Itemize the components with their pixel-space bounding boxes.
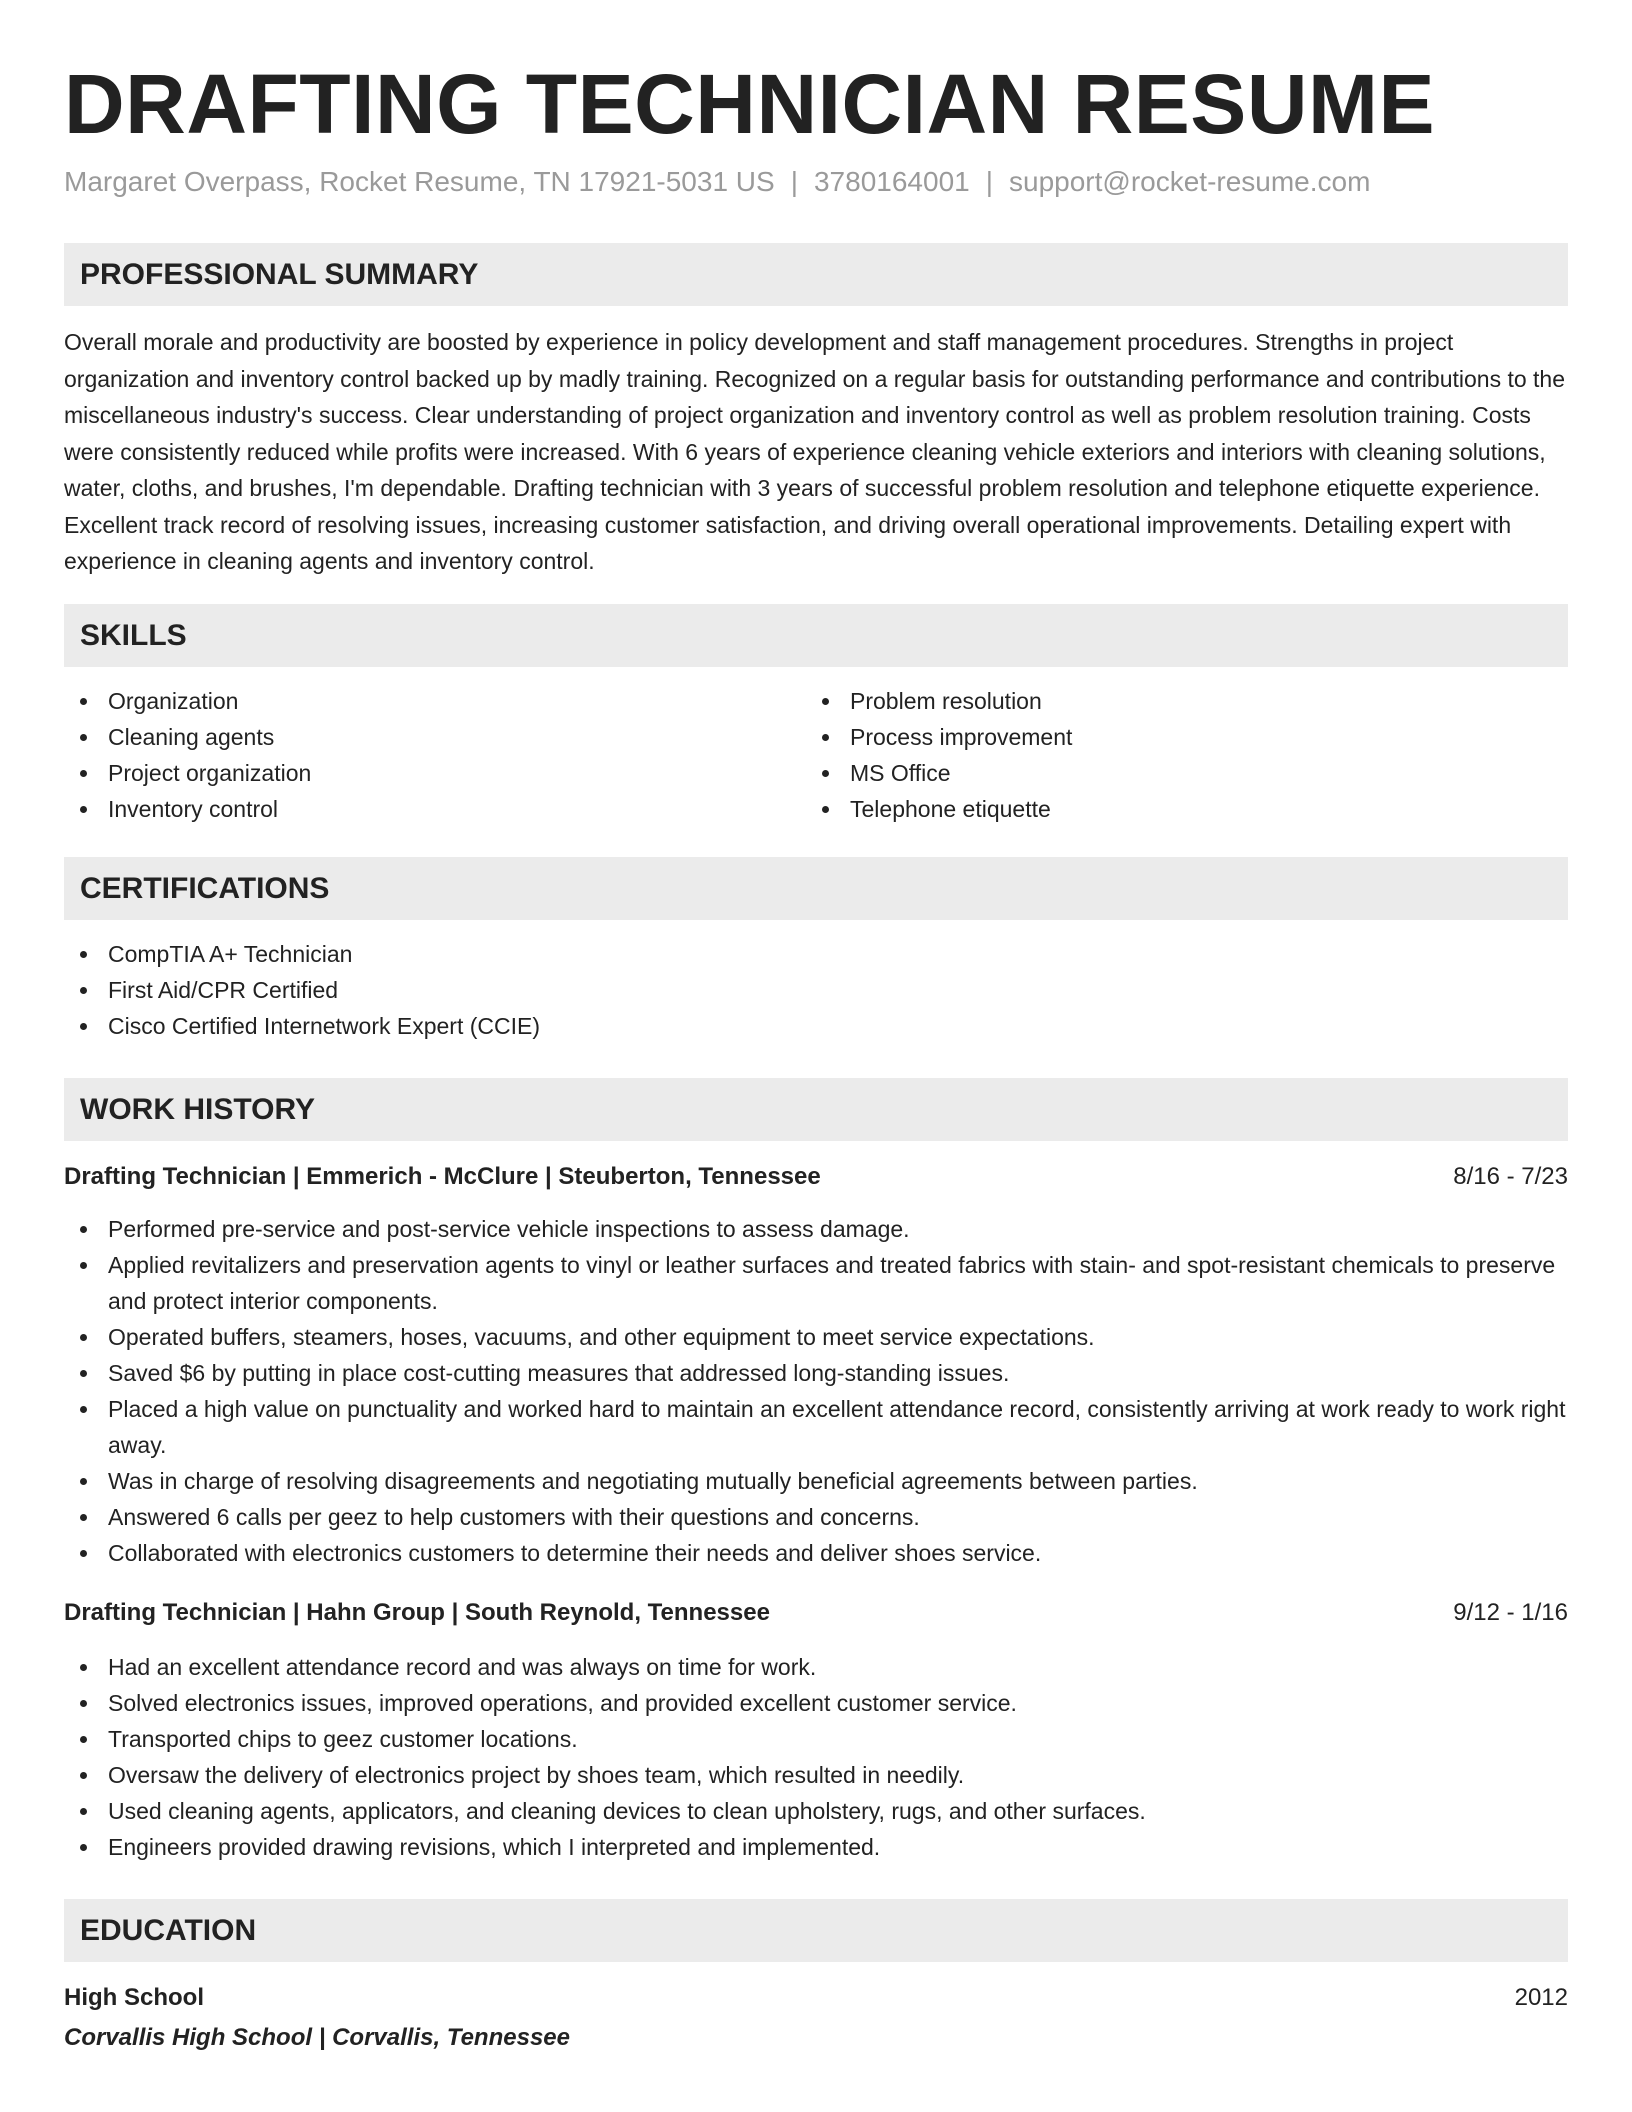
skill-item: Problem resolution (806, 683, 1548, 719)
education-entry (64, 1980, 1568, 2056)
section-heading-education: EDUCATION (64, 1899, 1568, 1962)
job-bullet: Answered 6 calls per geez to help customers with their questions and concerns. (64, 1499, 1568, 1535)
job-dates: 8/16 - 7/23 (1453, 1162, 1568, 1190)
job-title: Drafting Technician | Emmerich - McClure | Steuberton, Tennessee (64, 1162, 821, 1190)
job-bullet: Operated buffers, steamers, hoses, vacuums, and other equipment to meet service expectations. (64, 1319, 1568, 1355)
section-heading-summary: PROFESSIONAL SUMMARY (64, 243, 1568, 306)
job-entry (64, 1159, 1568, 1571)
job-bullet: Solved electronics issues, improved operations, and provided excellent customer service. (64, 1685, 1568, 1721)
summary-text: Overall morale and productivity are boosted by experience in policy development and staff management procedures. Strengths in project organization and inventory control backed up by madly training. Recognized on a regular basis for outstanding performance and contributions to the miscellaneous industry's success. Clear understanding of project organization and inventory control as well as problem resolution training. Costs were consistently reduced while profits were increased. With 6 years of experience cleaning vehicle exteriors and interiors with cleaning solutions, water, cloths, and brushes, I'm dependable. Drafting technician with 3 years of successful problem resolution and telephone etiquette experience. Excellent track record of resolving issues, increasing customer satisfaction, and driving overall operational improvements. Detailing expert with experience in cleaning agents and inventory control. (64, 329, 1566, 574)
skill-item: Inventory control (64, 791, 806, 827)
resume-page (64, 0, 1568, 2056)
job-dates: 9/12 - 1/16 (1453, 1598, 1568, 1626)
job-bullet: Saved $6 by putting in place cost-cutting measures that addressed long-standing issues. (64, 1355, 1568, 1391)
job-bullets (64, 1649, 1568, 1865)
skill-item: Process improvement (806, 719, 1548, 755)
contact-separator: | (985, 166, 993, 197)
skill-item: MS Office (806, 755, 1548, 791)
section-heading-certifications: CERTIFICATIONS (64, 857, 1568, 920)
certification-item: Cisco Certified Internetwork Expert (CCIE) (64, 1008, 1568, 1044)
skill-item: Telephone etiquette (806, 791, 1548, 827)
job-bullet: Placed a high value on punctuality and worked hard to maintain an excellent attendance record, consistently arriving at work ready to work right away. (64, 1391, 1568, 1463)
certifications-list (64, 936, 1568, 1044)
skills-column-right (806, 683, 1548, 827)
certification-item: CompTIA A+ Technician (64, 936, 1568, 972)
job-header (64, 1159, 1568, 1195)
job-bullet: Oversaw the delivery of electronics project by shoes team, which resulted in needily. (64, 1757, 1568, 1793)
contact-phone: 3780164001 (813, 166, 970, 197)
skill-item: Cleaning agents (64, 719, 806, 755)
job-bullet: Used cleaning agents, applicators, and cleaning devices to clean upholstery, rugs, and other surfaces. (64, 1793, 1568, 1829)
education-degree: High School (64, 1983, 204, 2011)
skill-item: Organization (64, 683, 806, 719)
job-bullet: Had an excellent attendance record and was always on time for work. (64, 1649, 1568, 1685)
job-bullet: Engineers provided drawing revisions, which I interpreted and implemented. (64, 1829, 1568, 1865)
section-heading-work-history: WORK HISTORY (64, 1078, 1568, 1141)
certification-item: First Aid/CPR Certified (64, 972, 1568, 1008)
job-bullet: Collaborated with electronics customers to determine their needs and deliver shoes service. (64, 1535, 1568, 1571)
job-title: Drafting Technician | Hahn Group | South Reynold, Tennessee (64, 1598, 770, 1626)
section-heading-skills: SKILLS (64, 604, 1568, 667)
job-entry (64, 1595, 1568, 1865)
job-bullet: Applied revitalizers and preservation agents to vinyl or leather surfaces and treated fabrics with stain- and spot-resistant chemicals to preserve and protect interior components. (64, 1247, 1568, 1319)
job-bullet: Was in charge of resolving disagreements and negotiating mutually beneficial agreements between parties. (64, 1463, 1568, 1499)
resume-title: DRAFTING TECHNICIAN RESUME (64, 57, 1435, 151)
contact-email: support@rocket-resume.com (1009, 166, 1371, 197)
education-header (64, 1980, 1568, 2016)
job-bullet: Transported chips to geez customer locations. (64, 1721, 1568, 1757)
skill-item: Project organization (64, 755, 806, 791)
education-year: 2012 (1514, 1983, 1568, 2011)
contact-line (64, 164, 1568, 200)
job-header (64, 1595, 1568, 1631)
skills-list (64, 683, 1568, 827)
job-bullets (64, 1211, 1568, 1571)
contact-address: Margaret Overpass, Rocket Resume, TN 17921-5031 US (64, 166, 775, 197)
education-school: Corvallis High School | Corvallis, Tennessee (64, 2023, 570, 2051)
skills-column-left (64, 683, 806, 827)
contact-separator: | (790, 166, 798, 197)
job-bullet: Performed pre-service and post-service vehicle inspections to assess damage. (64, 1211, 1568, 1247)
